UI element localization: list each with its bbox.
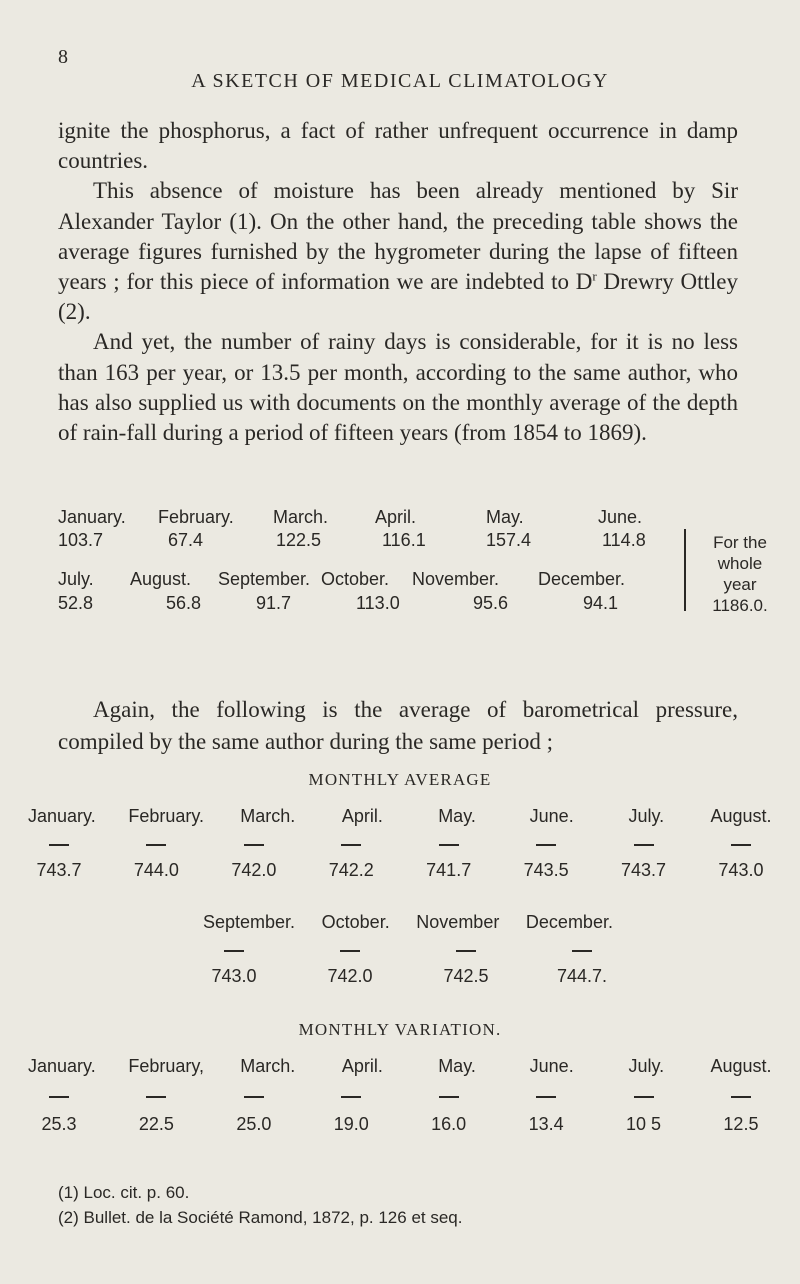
footnote-2: (2) Bullet. de la Société Ramond, 1872, p. 126 et seq. [58,1208,463,1227]
pressure-value: 743.7 [36,860,82,880]
rain-month: January. [58,507,126,527]
variation-months-row [28,1056,772,1077]
pressure-months-row [28,806,772,827]
dash-cell [613,834,675,855]
rain-value: 52.8 [58,593,94,613]
pressure-month: May. [438,806,476,826]
pressure-value: 744.7. [556,966,608,986]
dash-cell [320,834,382,855]
dash-cell [223,834,285,855]
dash-cell [710,834,772,855]
annual-note-line: 1186.0. [712,596,768,615]
rain-month: March. [273,507,329,527]
paragraph-text: Drewry Ottley (2). [58,269,738,325]
paragraph-rainy-days: And yet, the number of rainy days is considerable, for it is no less than 163 per year, or 13.5 per month, according to the same author, who has also supplied us with documents on the monthly average of the depth of rain-fall during a period of fifteen years (from 1854 to 1869). [58,329,738,446]
footnotes [58,1180,738,1230]
variation-value: 25.0 [236,1114,272,1134]
pressure-value: 742.5 [443,966,489,986]
pressure-values-row [203,966,613,987]
page-number: 8 [58,46,68,68]
variation-month: February, [128,1056,205,1076]
annual-total-note [700,532,780,616]
pressure-value: 743.5 [523,860,569,880]
heading-monthly-average: MONTHLY AVERAGE [308,770,492,789]
variation-month: April. [341,1056,383,1076]
variation-month: January. [28,1056,96,1076]
annual-note-line: For the [713,533,767,552]
pressure-month: September. [203,912,296,932]
running-head: A SKETCH OF MEDICAL CLIMATOLOGY [191,70,609,92]
variation-month: July. [628,1056,665,1076]
rain-value: 122.5 [276,530,322,550]
variation-month: August. [710,1056,772,1076]
paragraph-hygrometer [58,176,738,327]
rain-month: November. [412,569,500,589]
paragraph-text: This absence of moisture has been already mentioned by Sir Alexander Taylor (1). On the other hand, the preceding table shows the average figures furnished by the hygrometer during the lapse of fifteen years ; for this piece of information we are indebted to D [58,178,738,295]
variation-value: 19.0 [333,1114,369,1134]
pressure-values-row [28,860,772,881]
superscript: r [592,268,597,284]
annual-note-line: whole year [717,554,763,594]
variation-value: 12.5 [723,1114,759,1134]
dash-cell [515,834,577,855]
rain-value: 67.4 [168,530,204,550]
dash-cell [319,940,381,961]
variation-month: June. [529,1056,574,1076]
rain-value: 103.7 [58,530,104,550]
variation-value: 25.3 [41,1114,77,1134]
rain-month: August. [130,569,192,589]
rain-value: 56.8 [166,593,202,613]
dash-cell [320,1086,382,1107]
pressure-value: 743.0 [718,860,764,880]
rain-month: December. [538,569,626,589]
variation-month: May. [438,1056,476,1076]
pressure-months-row [203,912,613,933]
dash-row [28,834,772,855]
dash-cell [203,940,265,961]
variation-month: March. [240,1056,296,1076]
variation-value: 16.0 [431,1114,467,1134]
rain-value: 95.6 [473,593,509,613]
rain-month: October. [321,569,390,589]
pressure-value: 741.7 [426,860,472,880]
dash-row [203,940,613,961]
pressure-month: April. [341,806,383,826]
rain-month: September. [218,569,311,589]
dash-cell [515,1086,577,1107]
dash-cell [435,940,497,961]
rain-month: June. [598,507,643,527]
pressure-month: August. [710,806,772,826]
pressure-value: 742.0 [327,966,373,986]
pressure-value: 742.0 [231,860,277,880]
paragraph-continued: ignite the phosphorus, a fact of rather unfrequent occurrence in damp countries. [58,118,738,174]
paragraph-barometric: Again, the following is the average of barometrical pressure, compiled by the same author during the same period ; [58,697,738,754]
rain-value: 116.1 [382,530,426,550]
dash-cell [418,834,480,855]
pressure-month: February. [128,806,205,826]
pressure-month: July. [628,806,665,826]
rain-month: February. [158,507,234,527]
rain-month: April. [375,507,417,527]
pressure-month: January. [28,806,96,826]
dash-cell [223,1086,285,1107]
variation-value: 10 5 [626,1114,662,1134]
pressure-month: October. [321,912,390,932]
rain-value: 113.0 [356,593,400,613]
pressure-value: 742.2 [328,860,374,880]
dash-cell [28,834,90,855]
rainfall-table [58,507,768,627]
dash-cell [125,834,187,855]
pressure-value: 743.7 [621,860,667,880]
dash-cell [613,1086,675,1107]
dash-cell [28,1086,90,1107]
rain-value: 94.1 [583,593,619,613]
pressure-month: June. [529,806,574,826]
rain-month: July. [58,569,94,589]
pressure-value: 743.0 [211,966,257,986]
pressure-month: March. [240,806,296,826]
rain-value: 114.8 [602,530,646,550]
rain-value: 157.4 [486,530,532,550]
dash-cell [551,940,613,961]
variation-value: 22.5 [138,1114,174,1134]
brace-divider [684,529,692,611]
body-text [58,116,738,448]
dash-row [28,1086,772,1107]
dash-cell [125,1086,187,1107]
variation-values-row [28,1114,772,1135]
pressure-value: 744.0 [133,860,179,880]
heading-monthly-variation: MONTHLY VARIATION. [298,1020,502,1039]
dash-cell [418,1086,480,1107]
pressure-month: November [416,912,500,932]
dash-cell [710,1086,772,1107]
rain-month: May. [486,507,524,527]
footnote-1: (1) Loc. cit. p. 60. [58,1183,190,1202]
variation-value: 13.4 [528,1114,564,1134]
rain-value: 91.7 [256,593,292,613]
pressure-month: December. [525,912,613,932]
